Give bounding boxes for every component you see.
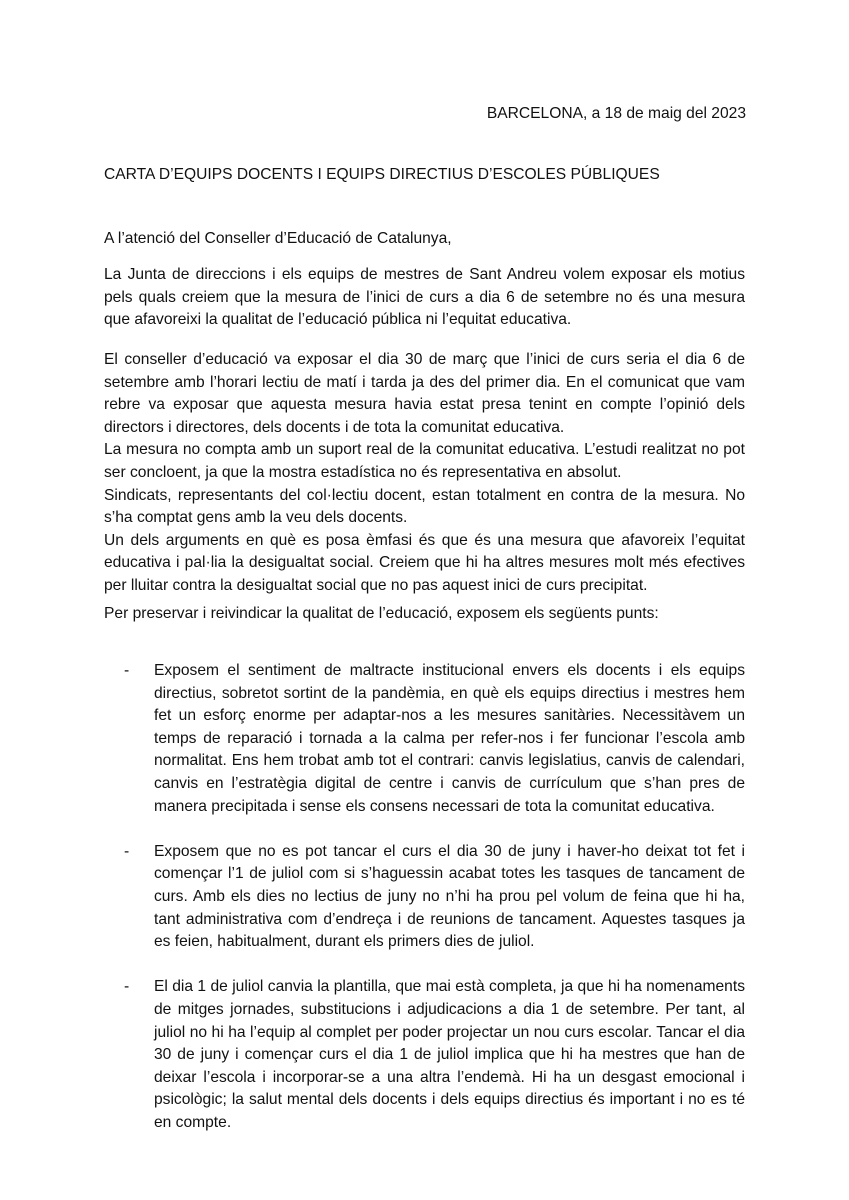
- letter-date: BARCELONA, a 18 de maig del 2023: [486, 105, 746, 122]
- paragraph: La mesura no compta amb un suport real de la comunitat educativa. L’estudi realitzat no pot ser concloent, ja que la mostra estadística no és representativa en absolut.: [104, 441, 745, 481]
- letter-salutation: A l’atenció del Conseller d’Educació de Catalunya,: [104, 230, 452, 247]
- paragraph: El conseller d’educació va exposar el dia 30 de març que l’inici de curs seria el dia 6 de setembre amb l’horari lectiu de matí i tarda ja des del primer dia. En el comunicat que vam rebre va exposar que aquesta mesura havia estat presa tenint en compte l’opinió dels directors i directores, dels docents i de tota la comunitat educativa.: [104, 351, 745, 436]
- paragraph: Un dels arguments en què es posa èmfasi és que és una mesura que afavoreix l’equitat educativa i pal·lia la desigualtat social. Creiem que hi ha altres mesures molt més efectives per lluitar contra la desigualtat social que no pas aquest inici de curs precipitat.: [104, 531, 745, 594]
- list-item: [104, 841, 745, 954]
- intro-paragraph-block: [104, 264, 745, 332]
- intro-paragraph: La Junta de direccions i els equips de mestres de Sant Andreu volem exposar els motius pels quals creiem que la mesura de l’inici de curs a dia 6 de setembre no és una mesura que afavoreixi la qualitat de l’educació pública ni l’equitat educativa.: [104, 266, 745, 329]
- list-item: [104, 660, 745, 818]
- bullet-marker: -: [124, 662, 130, 679]
- list-item: [104, 976, 745, 1134]
- letter-title: CARTA D’EQUIPS DOCENTS I EQUIPS DIRECTIUS D’ESCOLES PÚBLIQUES: [104, 166, 660, 183]
- points-intro-block: [104, 603, 745, 626]
- list-item-text: Exposem el sentiment de maltracte institucional envers els docents i els equips directius, sobretot sortint de la pandèmia, en què els equips directius i mestres hem fet un esforç enorme per adaptar-nos a les mesures sanitàries. Necessitàvem un temps de reparació i tornada a la calma per refer-nos i fer funcionar l’escola amb normalitat. Ens hem trobat amb tot el contrari: canvis legislatius, canvis de calendari, canvis en l’estratègia digital de centre i canvis de currículum que s’han pres de manera precipitada i sense els consens necessari de tota la comunitat educativa.: [154, 662, 745, 815]
- context-paragraphs: [104, 349, 745, 598]
- bullet-marker: -: [124, 842, 130, 860]
- points-list: [104, 660, 745, 1157]
- paragraph: Sindicats, representants del col·lectiu docent, estan totalment en contra de la mesura. No s’ha comptat gens amb la veu dels docents.: [104, 486, 745, 527]
- points-intro: Per preservar i reivindicar la qualitat de l’educació, exposem els següents punts:: [104, 605, 659, 622]
- bullet-marker: -: [124, 978, 130, 996]
- list-item-text: El dia 1 de juliol canvia la plantilla, que mai està completa, ja que hi ha nomenaments de mitges jornades, substitucions i adjudicacions a dia 1 de setembre. Per tant, al juliol no hi ha l’equip al complet per poder projectar un nou curs escolar. Tancar el dia 30 de juny i començar curs el dia 1 de juliol implica que hi ha mestres que han de deixar l’escola i incorporar-se a una altra l’endemà. Hi ha un desgast emocional i psicològic; la salut mental dels docents i dels equips directius és important i no es té en compte.: [154, 978, 745, 1131]
- list-item-text: Exposem que no es pot tancar el curs el dia 30 de juny i haver-ho deixat tot fet i començar l’1 de juliol com si s’haguessin acabat totes les tasques de tancament de curs. Amb els dies no lectius de juny no n’hi ha prou pel volum de feina que hi ha, tant administrativa com d’endreça i de reunions de tancament. Aquestes tasques ja es feien, habitualment, durant els primers dies de juliol.: [154, 842, 745, 951]
